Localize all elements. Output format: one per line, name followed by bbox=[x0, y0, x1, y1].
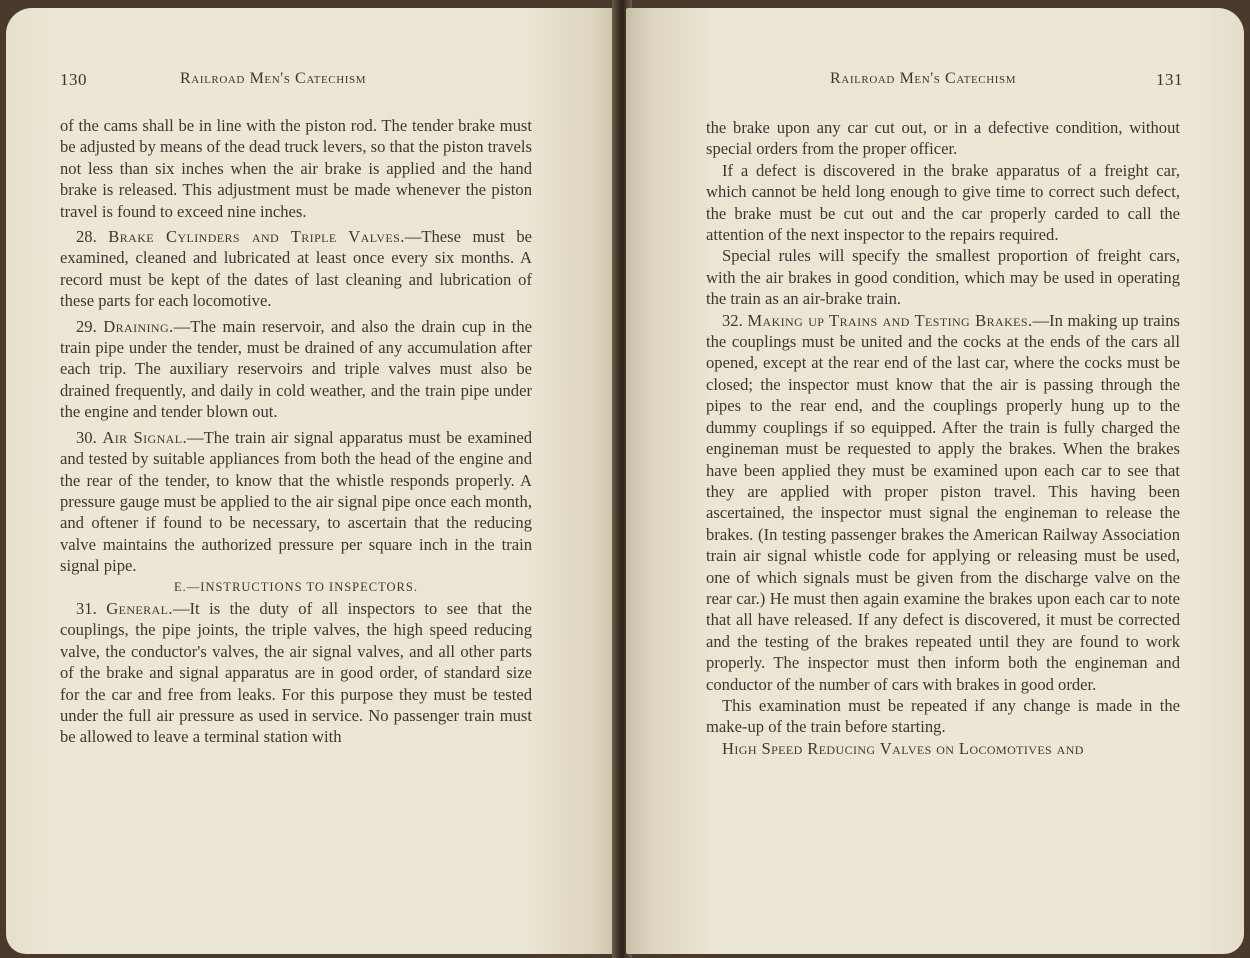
section-29-heading: Draining. bbox=[103, 316, 174, 336]
next-section-heading: High Speed Reducing Valves on Locomotives and bbox=[722, 738, 1084, 758]
special-rules-paragraph: Special rules will specify the smallest proportion of freight cars, with the air brakes in good condition, which may be used in operating the train as an air-brake train. bbox=[706, 246, 1180, 309]
repeat-examination-paragraph: This examination must be repeated if any change is made in the make-up of the train before starting. bbox=[706, 695, 1180, 737]
left-continuation-paragraph: of the cams shall be in line with the piston rod. The tender brake must be adjusted by means of the dead truck levers, so that the piston travels not less than six inches when the air brake is applied and the hand brake is released. This adjustment must be made whenever the piston travel is found to exceed nine inches. bbox=[60, 116, 532, 221]
defect-paragraph: If a defect is discovered in the brake apparatus of a freight car, which cannot be held long enough to give time to correct such defect, the brake must be cut out and the car properly carded to call the attention of the next inspector to the repairs required. bbox=[706, 160, 1180, 245]
right-continuation-paragraph: the brake upon any car cut out, or in a defective condition, without special orders from the proper officer. bbox=[706, 118, 1180, 159]
left-page bbox=[6, 8, 618, 954]
section-31-body: —It is the duty of all inspectors to see that the couplings, the pipe joints, the triple valves, the high speed reducing valve, the conductor's valves, the air signal valves, and all other parts of the brake and signal apparatus are in good order, of standard size for the car and free from leaks. For this purpose they must be tested under the full air pressure as used in service. No passenger train must be allowed to leave a terminal station with bbox=[60, 598, 532, 747]
left-running-head bbox=[6, 70, 618, 94]
section-32-paragraph bbox=[706, 310, 1180, 695]
section-32-number: 32. bbox=[722, 310, 743, 330]
left-running-title: Railroad Men's Catechism bbox=[180, 70, 367, 87]
right-page bbox=[626, 8, 1244, 954]
section-29-number: 29. bbox=[76, 316, 97, 336]
left-page-number: 130 bbox=[60, 70, 87, 89]
section-29-body: —The main reservoir, and also the drain cup in the train pipe under the tender, must be drained of any accumulation after each trip. The auxiliary reservoirs and triple valves must also be drained frequently, and daily in cold weather, and the train pipe under the engine and tender blown out. bbox=[60, 316, 532, 422]
section-30-number: 30. bbox=[76, 427, 97, 447]
section-28-paragraph bbox=[60, 226, 532, 312]
left-body-text bbox=[60, 115, 532, 748]
next-section-heading-paragraph bbox=[706, 738, 1180, 759]
section-31-paragraph bbox=[60, 598, 532, 748]
section-32-heading: Making up Trains and Testing Brakes. bbox=[747, 310, 1033, 330]
right-running-title: Railroad Men's Catechism bbox=[830, 70, 1017, 87]
section-e-subheading: E.—INSTRUCTIONS TO INSPECTORS. bbox=[174, 579, 418, 594]
section-28-number: 28. bbox=[76, 227, 97, 247]
right-body-text bbox=[706, 117, 1180, 759]
section-28-heading: Brake Cylinders and Triple Valves. bbox=[108, 227, 405, 247]
section-30-body: —The train air signal apparatus must be examined and tested by suitable appliances from both the head of the engine and the rear of the tender, to know that the whistle responds properly. A pressure gauge must be applied to the air signal pipe once each month, and oftener if found to be necessary, to ascertain that the reducing valve maintains the authorized pressure per square inch in the train signal pipe. bbox=[60, 427, 532, 576]
section-31-heading: General. bbox=[106, 598, 173, 618]
section-32-body: —In making up trains the couplings must be united and the cocks at the ends of the cars all opened, except at the rear end of the last car, where the cocks must be closed; the inspector must know that the air is passing through the pipes to the rear end, and the couplings properly hung up to the dummy couplings if so equipped. After the train is fully charged the engineman must be requested to apply the brakes. When the brakes have been applied they must be examined upon each car to see that they are applied with proper piston travel. This having been ascertained, the inspector must signal the engineman to release the brakes. (In testing passenger brakes the American Railway Association train air signal whistle code for applying or releasing must be used, one of which signals must be given from the discharge valve on the rear car.) He must then again examine the brakes upon each car to note that all have released. If any defect is discovered, it must be corrected and the testing of the brakes repeated until they are found to work properly. The inspector must then inform both the engineman and conductor of the number of cars with brakes in good order. bbox=[706, 310, 1180, 694]
section-31-number: 31. bbox=[76, 598, 97, 618]
section-28-body: —These must be examined, cleaned and lubricated at least once every six months. A record must be kept of the dates of last cleaning and lubrication of these parts for each locomotive. bbox=[60, 227, 532, 311]
section-29-paragraph bbox=[60, 316, 532, 423]
section-30-paragraph bbox=[60, 427, 532, 577]
right-page-number: 131 bbox=[1156, 70, 1183, 89]
right-running-head bbox=[626, 70, 1244, 94]
section-30-heading: Air Signal. bbox=[102, 427, 187, 447]
